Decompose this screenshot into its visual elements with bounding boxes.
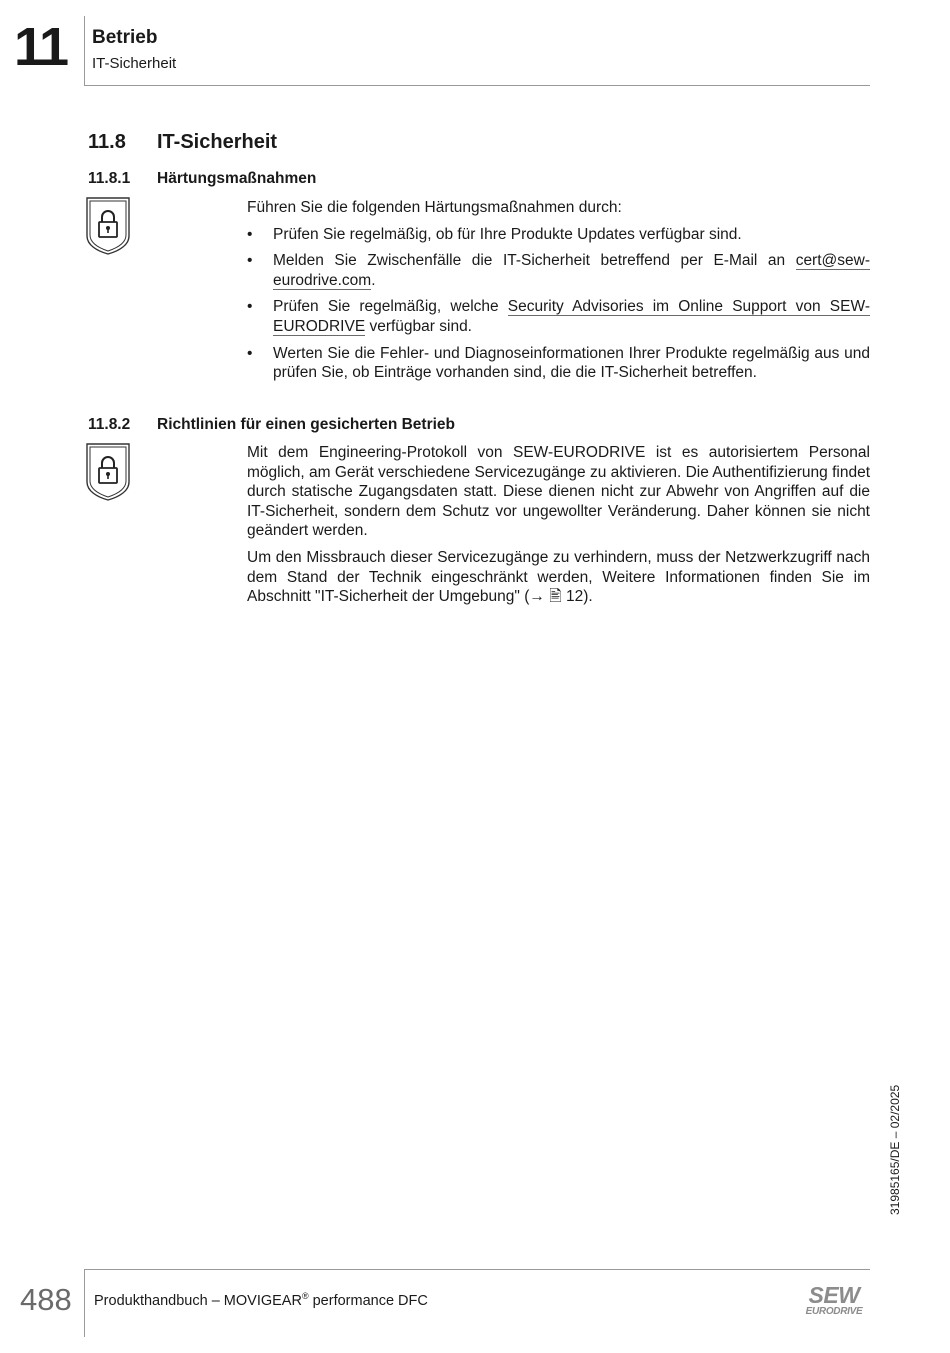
section-title: IT-Sicherheit <box>157 131 278 153</box>
list-item-text: verfügbar sind. <box>365 317 472 335</box>
measures-list <box>247 225 870 383</box>
subsection-number-2: 11.8.2 <box>88 416 131 433</box>
subsection-1-body <box>247 198 870 390</box>
list-item: • Werten Sie die Fehler- und Diagnoseinformationen Ihrer Produkte regelmäßig aus und prüfen Sie, ob Einträge vorhanden sind, die die IT-Sicherheit betreffen. <box>247 344 870 383</box>
header-divider-vertical <box>84 16 85 86</box>
sew-eurodrive-logo <box>797 1282 871 1318</box>
subsection-2-body <box>247 443 870 614</box>
paragraph: Mit dem Engineering-Protokoll von SEW-EURODRIVE ist es autorisiertem Personal möglich, am Gerät verschiedene Servicezugänge zu aktivieren. Die Authentifizierung findet durch statische Zugangsdaten statt. Diese dienen nicht zur Abwehr von Angriffen auf die IT-Sicherheit, sondern dem Schutz vor ungewollter Veränderung. Daher können sie nicht geändert werden. <box>247 444 870 540</box>
list-item-text: Melden Sie Zwischenfälle die IT-Sicherheit betreffend per E-Mail an <box>273 252 796 270</box>
subsection-title-2: Richtlinien für einen gesicherten Betrieb <box>157 416 456 433</box>
subsection-title-1: Härtungsmaßnahmen <box>157 170 317 187</box>
shield-lock-icon <box>84 442 132 502</box>
list-item: • Prüfen Sie regelmäßig, ob für Ihre Produkte Updates verfügbar sind. <box>247 225 870 245</box>
intro-text: Führen Sie die folgenden Härtungsmaßnahmen durch: <box>247 199 622 216</box>
document-code: 31985165/DE – 02/2025 <box>888 1084 902 1215</box>
list-item <box>247 251 870 290</box>
page-number: 488 <box>20 1282 72 1317</box>
footer-text <box>94 1291 428 1309</box>
header-title: Betrieb <box>92 27 158 48</box>
chapter-number: 11 <box>14 17 68 77</box>
section-number: 11.8 <box>88 131 126 153</box>
footer-divider-vertical <box>84 1269 85 1337</box>
footer-divider-horizontal <box>84 1269 870 1270</box>
subsection-number-1: 11.8.1 <box>88 170 131 187</box>
header-subtitle: IT-Sicherheit <box>92 55 177 72</box>
paragraph: Um den Missbrauch dieser Servicezugänge zu verhindern, muss der Netzwerkzugriff nach dem Stand der Technik eingeschränkt werden, Weitere Informationen finden Sie im Abschnitt "IT-Sicherheit der Umgebung" (→ 🖹 12). <box>247 548 870 606</box>
svg-text:EURODRIVE: EURODRIVE <box>805 1306 863 1317</box>
header-divider-horizontal <box>84 85 870 86</box>
list-item-text: Prüfen Sie regelmäßig, welche <box>273 298 508 316</box>
footer-text-part: performance DFC <box>308 1292 428 1309</box>
registered-mark: ® <box>301 1291 309 1301</box>
security-advisories-link[interactable]: Security Advisories im Online Support von SEW-EURODRIVE <box>273 298 870 335</box>
footer-text-part: Produkthandbuch – MOVIGEAR <box>94 1292 302 1309</box>
email-link[interactable]: cert@sew-eurodrive.com <box>273 252 870 289</box>
shield-lock-icon <box>84 196 132 256</box>
svg-text:SEW: SEW <box>808 1282 860 1308</box>
list-item-text: . <box>371 271 376 289</box>
list-item <box>247 297 870 336</box>
